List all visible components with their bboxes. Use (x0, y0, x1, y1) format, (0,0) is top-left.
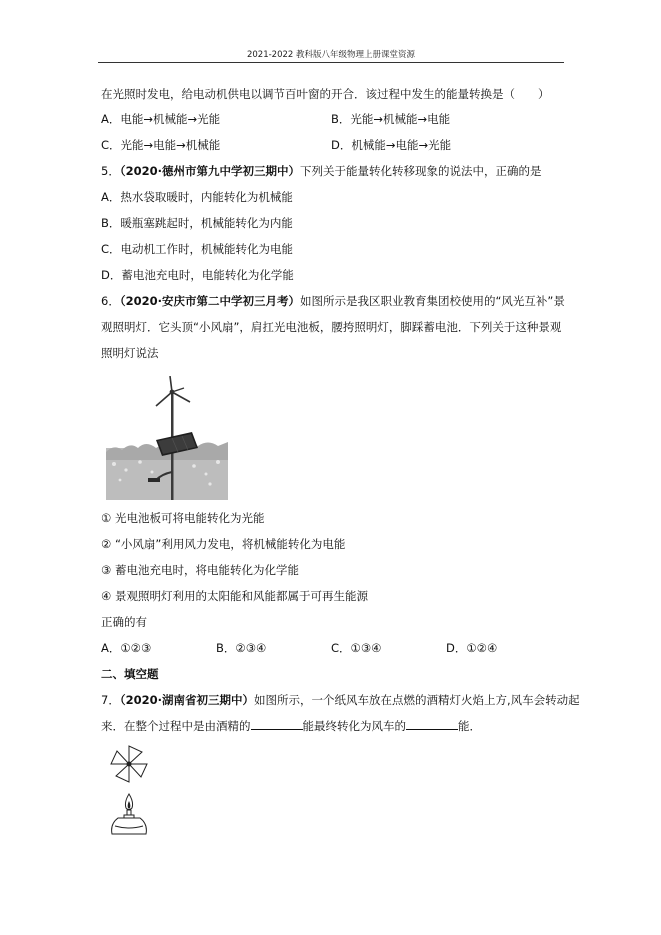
q5-option-c: C．电动机工作时，机械能转化为电能 (101, 242, 294, 256)
q4-option-d: D．机械能→电能→光能 (331, 138, 452, 152)
page-header: 2021-2022 教科版八年级物理上册课堂资源 (246, 50, 416, 60)
q6-option-d: D．①②④ (446, 641, 498, 655)
q6-option-a: A．①②③ (101, 641, 152, 655)
q5-option-a: A．热水袋取暖时，内能转化为机械能 (101, 190, 293, 204)
q6-statement-2: ② “小风扇”利用风力发电，将机械能转化为电能 (101, 537, 346, 551)
flame-icon (125, 794, 132, 810)
q7-stem-text2c: 能． (458, 719, 481, 733)
q5-option-b: B．暖瓶塞跳起时，机械能转化为内能 (101, 216, 293, 230)
pinwheel-alcohol-lamp-figure (104, 742, 154, 838)
q7-blank-1[interactable] (251, 718, 303, 730)
pinwheel-icon (111, 746, 147, 782)
section-title-fill-in: 二、填空题 (101, 667, 159, 681)
q4-option-c: C．光能→电能→机械能 (101, 138, 221, 152)
q5-stem-line (101, 163, 541, 179)
q7-stem-line1 (101, 692, 580, 708)
q6-stem-line3: 照明灯说法 (101, 346, 159, 360)
q7-stem-text1: 如图所示，一个纸风车放在点燃的酒精灯火焰上方,风车会转动起 (253, 693, 580, 707)
q5-stem: 下列关于能量转化转移现象的说法中，正确的是 (299, 164, 542, 178)
q6-stem-line2: 观照明灯．它头顶“小风扇”，肩扛光电池板，腰挎照明灯，脚踩蓄电池．下列关于这种景观 (101, 320, 562, 334)
q4-option-a: A．电能→机械能→光能 (101, 112, 221, 126)
q7-blank-2[interactable] (406, 718, 458, 730)
header-divider (98, 62, 564, 63)
q6-statement-1: ① 光电池板可将电能转化为光能 (101, 511, 265, 525)
q7-stem-line2 (101, 718, 481, 734)
q7-stem-text2a: 来．在整个过程中是由酒精的 (101, 719, 251, 733)
q5-source: （2020·德州市第九中学初三期中） (119, 164, 300, 178)
q4-option-b: B．光能→机械能→电能 (331, 112, 451, 126)
alcohol-lamp-icon (112, 810, 147, 834)
q6-stem-text1: 如图所示是我区职业教育集团校使用的“风光互补”景 (299, 294, 565, 308)
q6-stem-line1 (101, 293, 565, 309)
q7-number: 7． (101, 693, 120, 707)
q7-source: （2020·湖南省初三期中） (119, 693, 254, 707)
q6-source: （2020·安庆市第二中学初三月考） (119, 294, 300, 308)
wind-solar-street-lamp-photo (106, 376, 228, 500)
q6-statement-3: ③ 蓄电池充电时，将电能转化为化学能 (101, 563, 299, 577)
q6-prompt: 正确的有 (101, 615, 147, 629)
q6-number: 6． (101, 294, 120, 308)
q6-option-b: B．②③④ (216, 641, 267, 655)
q6-option-c: C．①③④ (331, 641, 382, 655)
q4-stem: 在光照时发电，给电动机供电以调节百叶窗的开合．该过程中发生的能量转换是（ ） (101, 87, 550, 101)
q6-statement-4: ④ 景观照明灯利用的太阳能和风能都属于可再生能源 (101, 589, 368, 603)
q5-option-d: D．蓄电池充电时，电能转化为化学能 (101, 268, 294, 282)
q5-number: 5． (101, 164, 120, 178)
q7-stem-text2b: 能最终转化为风车的 (302, 719, 406, 733)
